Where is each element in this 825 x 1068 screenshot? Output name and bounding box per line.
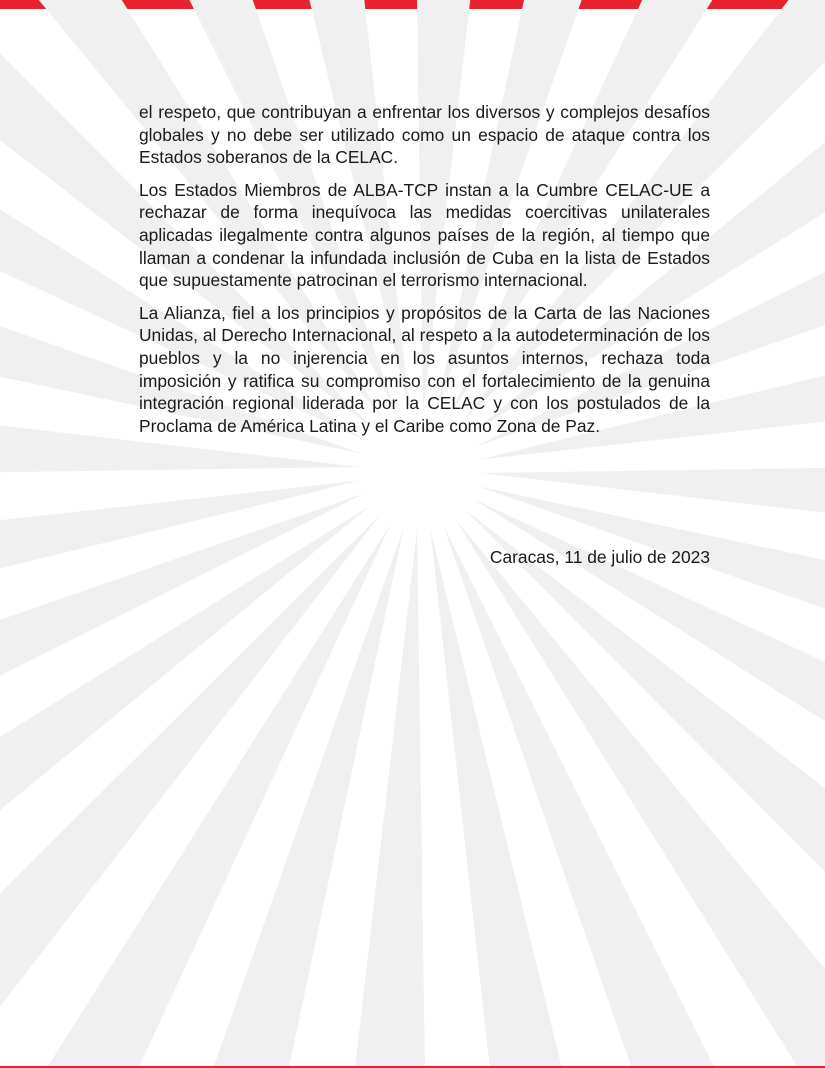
paragraph-2: Los Estados Miembros de ALBA-TCP instan a la Cumbre CELAC-UE a rechazar de forma inequívoca las medidas coercitivas unilaterales aplicadas ilegalmente contra algunos países de la región, al tiempo que llaman a condenar la infundada inclusión de Cuba en la lista de Estados que supuestamente patrocinan el terrorismo internacional. bbox=[139, 179, 710, 291]
document-body bbox=[139, 101, 710, 447]
paragraph-1: el respeto, que contribuyan a enfrentar los diversos y complejos desafíos globales y no debe ser utilizado como un espacio de ataque contra los Estados soberanos de la CELAC. bbox=[139, 102, 710, 168]
place-and-date: Caracas, 11 de julio de 2023 bbox=[489, 547, 710, 567]
paragraph-3: La Alianza, fiel a los principios y propósitos de la Carta de las Naciones Unidas, al Derecho Internacional, al respeto a la autodeterminación de los pueblos y la no injerencia en los asuntos internos, rechaza toda imposición y ratifica su compromiso con el fortalecimiento de la genuina integración regional liderada por la CELAC y con los postulados de la Proclama de América Latina y el Caribe como Zona de Paz. bbox=[139, 302, 710, 436]
